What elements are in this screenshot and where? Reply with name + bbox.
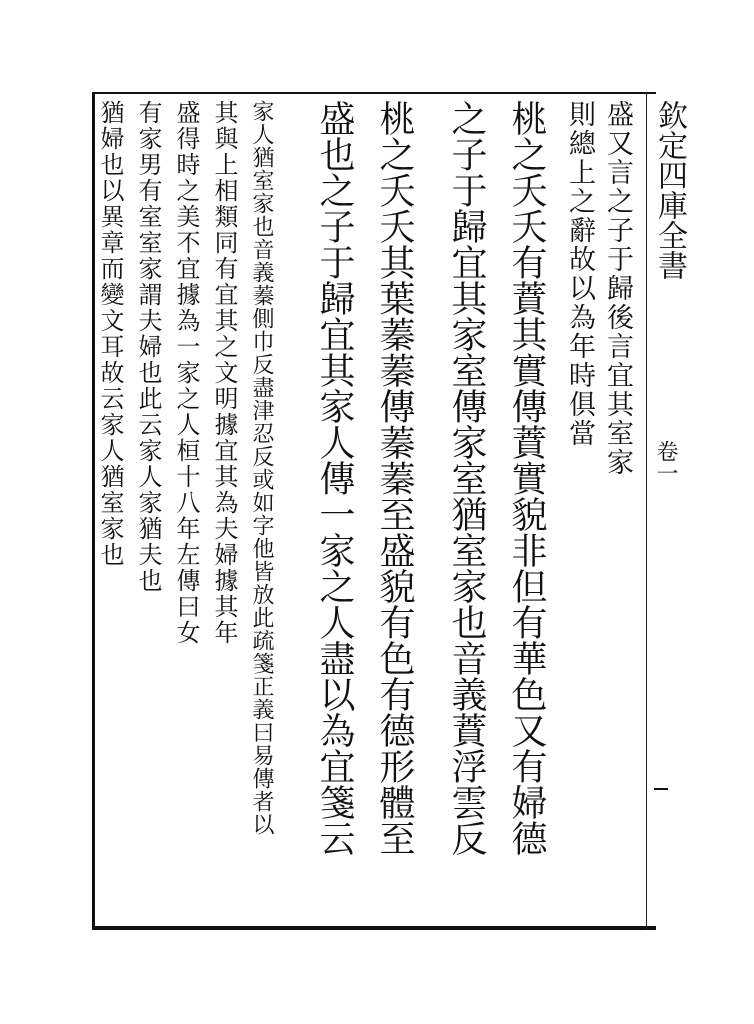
text-column-10: 有家男有室室家謂夫婦也此云家人家猶夫也 <box>134 100 162 594</box>
text-column-6: 盛也之子于歸宜其家人傳一家之人盡以為宜箋云 <box>314 100 355 856</box>
text-column-8: 其與上相類同有宜其之文明據宜其為夫婦據其年 <box>210 100 238 646</box>
text-column-7: 家人猶室家也音義蓁側巾反盡津忍反或如字他皆放此疏箋正義曰易傳者以 <box>249 100 274 836</box>
text-column-9: 盛得時之美不宜據為一家之人桓十八年左傳曰女 <box>172 100 200 646</box>
text-column-1: 盛又言之子于歸後言宜其室家 <box>602 100 633 477</box>
book-title: 欽定四庫全書 <box>652 100 687 280</box>
text-column-2: 則總上之辭故以為年時俱當 <box>564 100 595 448</box>
text-column-4: 之子于歸宜其家室傳家室猶室家也音義蕡浮雲反 <box>446 100 487 856</box>
text-column-5: 桃之夭夭其葉蓁蓁傳蓁蓁至盛貌有色有德形體至 <box>374 100 415 856</box>
text-column-11: 猶婦也以異章而變文耳故云家人猶室家也 <box>96 100 124 568</box>
text-column-3: 桃之夭夭有蕡其實傳蕡實貌非但有華色又有婦德 <box>506 100 547 856</box>
volume-label: 卷一 <box>653 440 678 484</box>
margin-mark <box>654 788 668 790</box>
